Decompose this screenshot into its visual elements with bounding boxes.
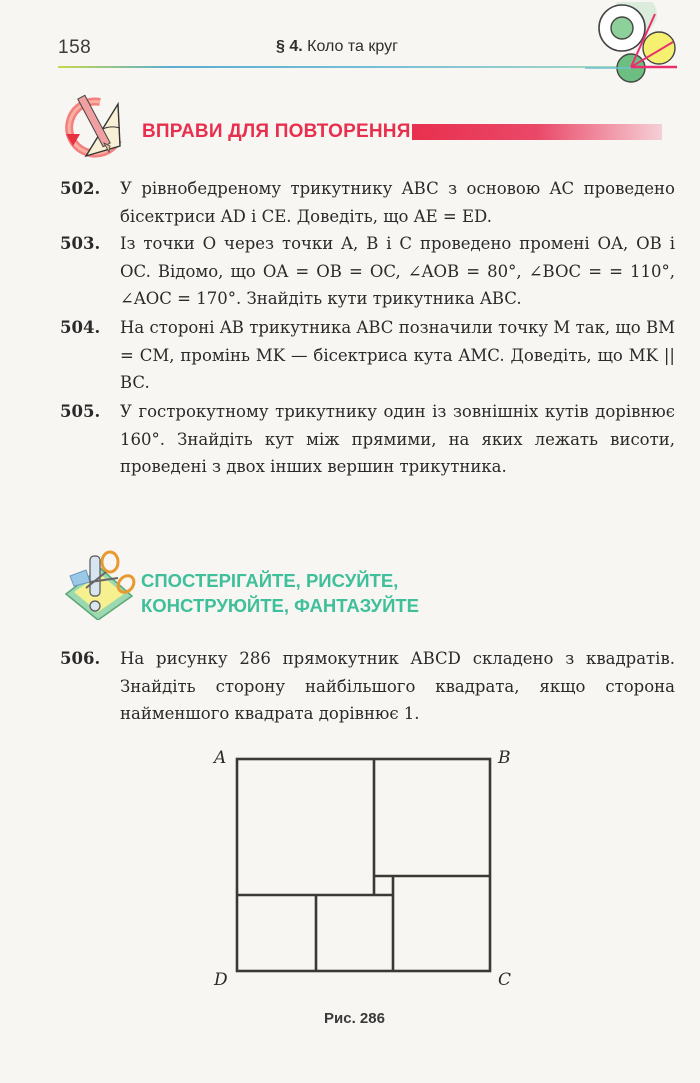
problem-text: Із точки O через точки A, B і C проведено промені OA, OB і OC. Відомо, що OA = OB = OC, ∠AOB = 80°, ∠BOC = = 110°, ∠AOC = 170°. Знайдіть кути трикутника ABC.: [120, 234, 675, 308]
problem-number: 505.: [60, 402, 101, 421]
problem-text: У рівнобедреному трикутнику ABC з основою AC проведено бісектриси AD і CE. Доведіть, що AE = ED.: [120, 179, 675, 226]
problem-text: На рисунку 286 прямокутник ABCD складено з квадратів. Знайдіть сторону найбільшого квадрата, якщо сторона найменшого квадрата дорівнює 1.: [120, 649, 675, 723]
problem-503: [60, 230, 675, 313]
page-number: 158: [58, 37, 92, 58]
problem-506: [60, 645, 675, 728]
problem-505: [60, 398, 675, 481]
vertex-label-a: A: [214, 748, 227, 768]
vertex-label-d: D: [214, 970, 228, 990]
header-rule: [58, 66, 618, 68]
vertex-label-c: C: [498, 970, 512, 990]
problem-number: 506.: [60, 649, 101, 668]
problem-number: 502.: [60, 179, 101, 198]
problem-502: [60, 175, 675, 230]
section-title: Коло та круг: [307, 38, 398, 55]
problem-number: 503.: [60, 234, 101, 253]
figure-caption: Рис. 286: [324, 1010, 385, 1027]
problem-text: У гострокутному трикутнику один із зовнішніх кутів дорівнює 160°. Знайдіть кут між прямими, на яких лежать висоти, проведені з двох інших вершин трикутника.: [120, 402, 675, 476]
problem-number: 504.: [60, 318, 101, 337]
section-title-line2: КОНСТРУЮЙТЕ, ФАНТАЗУЙТЕ: [141, 595, 420, 616]
vertex-label-b: B: [498, 748, 511, 768]
pencil-triangle-repeat-icon: [60, 94, 140, 168]
problem-text: На стороні AB трикутника ABC позначили точку M так, що BM = CM, промінь MK — бісектриса кута AMC. Доведіть, що MK || BC.: [120, 318, 675, 392]
scissors-exclamation-icon: [60, 548, 140, 624]
section-title-line1: СПОСТЕРІГАЙТЕ, РИСУЙТЕ,: [141, 570, 399, 591]
section-title-review-exercises: ВПРАВИ ДЛЯ ПОВТОРЕННЯ: [142, 121, 411, 142]
section-mark: § 4.: [276, 38, 303, 55]
section-title-bar: [412, 124, 662, 140]
figure-286-rectangle-of-squares: [200, 740, 530, 1000]
section-title-creative: [141, 568, 419, 618]
problem-504: [60, 314, 675, 397]
running-title: [276, 38, 398, 56]
circles-geometry-logo-icon: [585, 2, 685, 87]
